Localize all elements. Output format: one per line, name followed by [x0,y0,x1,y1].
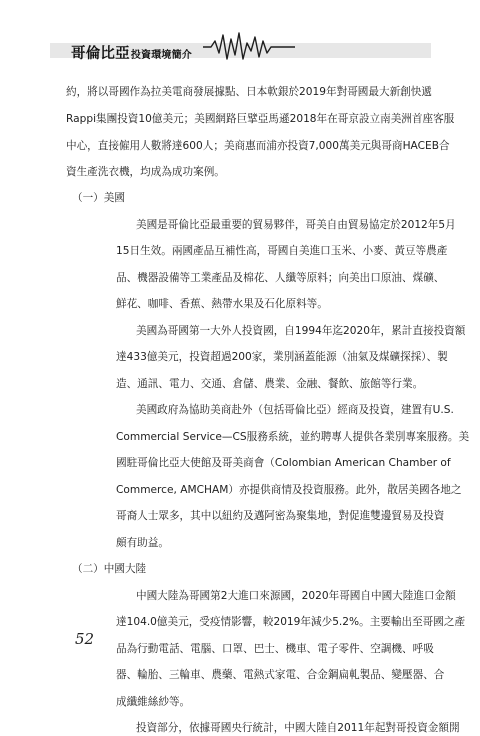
page-header [0,0,480,70]
text-line: 約，將以哥國作為拉美電商發展據點、日本軟銀於2019年對哥國最大新創快遞 [66,86,432,98]
text-line: 品、機器設備等工業產品及棉花、人纖等原料；向美出口原油、煤礦、 [116,272,445,284]
header-title [71,45,192,62]
text-line: 鮮花、咖啡、香蕉、熱帶水果及石化原料等。 [116,298,328,310]
text-line: 品為行動電話、電腦、口罩、巴士、機車、電子零件、空調機、呼吸 [116,643,434,655]
text-line: 投資部分，依據哥國央行統計，中國大陸自2011年起對哥投資金額開 [136,722,460,734]
text-line: 造、通訊、電力、交通、倉儲、農業、金融、餐飲、旅館等行業。 [116,378,424,390]
text-line: 美國是哥倫比亞最重要的貿易夥伴，哥美自由貿易協定於2012年5月 [136,219,456,231]
text-line: 哥裔人士眾多，其中以紐約及邁阿密為聚集地，對促進雙邊貿易及投資 [116,510,445,522]
text-line: 資生產洗衣機，均成為成功案例。 [66,166,225,178]
text-line: 器、輪胎、三輪車、農藥、電熱式家電、合金鋼扁軋製品、變壓器、合 [116,669,445,681]
text-line: 美國政府為協助美商赴外（包括哥倫比亞）經商及投資，建置有U.S. [136,404,454,416]
section-heading: （二）中國大陸 [72,563,147,575]
header-title-main: 哥倫比亞 [71,46,130,62]
page-number: 52 [75,630,95,648]
section-heading: （一）美國 [72,192,125,204]
text-line: 成纖維絲紗等。 [116,696,191,708]
text-line: Commercial Service—CS服務系統，並約聘專人提供各業別專案服務。美 [116,431,470,443]
text-line: 頗有助益。 [116,537,169,549]
text-line: 中國大陸為哥國第2大進口來源國，2020年哥國自中國大陸進口金額 [136,590,456,602]
text-line: Rappi集團投資10億美元；美國網路巨擘亞馬遜2018年在哥京設立南美洲首座客服 [66,113,455,125]
text-line: 達433億美元，投資超過200家，業別涵蓋能源（油氣及煤礦探採）、製 [116,351,448,363]
text-line: Commerce, AMCHAM）亦提供商情及投資服務。此外，散居美國各地之 [116,484,462,496]
text-line: 國駐哥倫比亞大使館及哥美商會（Colombian American Chamber of [116,457,451,469]
text-line: 15日生效。兩國產品互補性高，哥國自美進口玉米、小麥、黃豆等農產 [116,245,448,257]
text-line: 達104.0億美元，受疫情影響，較2019年減少5.2%。主要輸出至哥國之產 [116,616,466,628]
heartbeat-line-icon [203,29,295,65]
text-line: 美國為哥國第一大外人投資國，自1994年迄2020年，累計直接投資額 [136,325,466,337]
header-title-sub: 投資環境簡介 [130,50,193,61]
text-line: 中心，直接僱用人數將達600人；美商惠而浦亦投資7,000萬美元與哥商HACEB合 [66,140,450,152]
